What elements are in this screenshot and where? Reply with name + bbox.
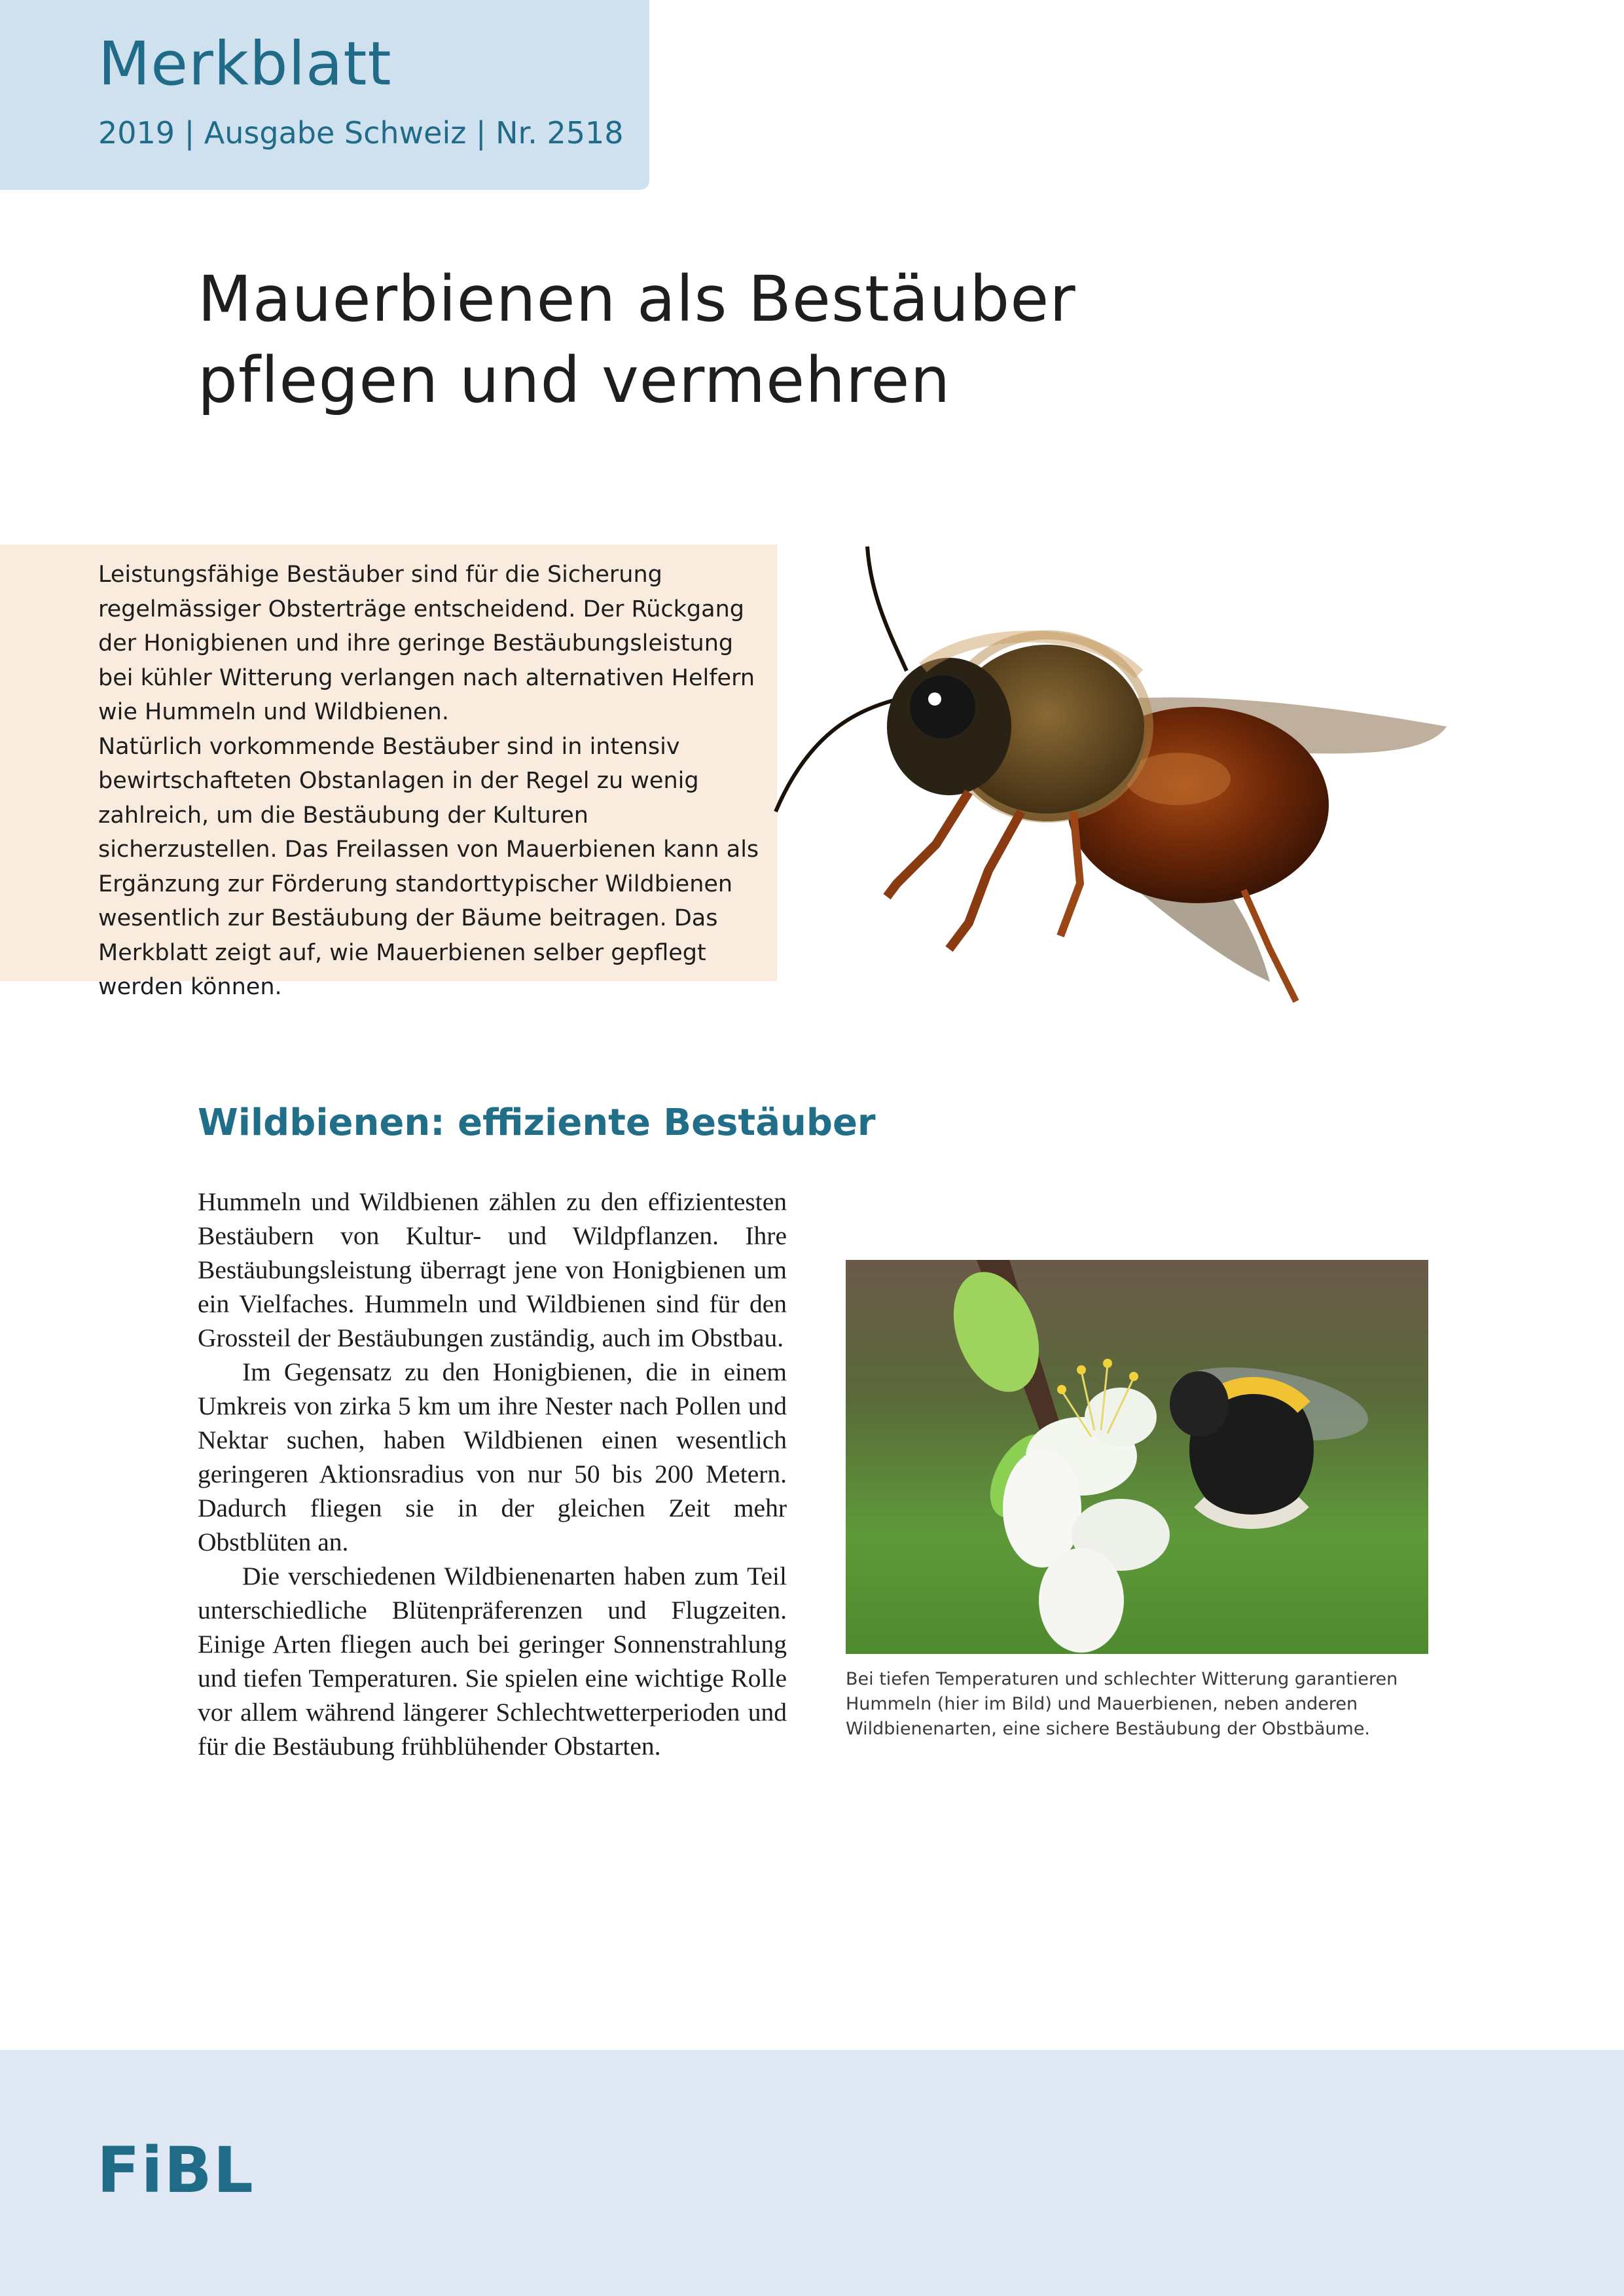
page-title-line-2: pflegen und vermehren — [198, 344, 951, 417]
body-paragraph-2: Im Gegensatz zu den Honigbienen, die in einem Umkreis von zirka 5 km um ihre Nester nach Pollen und Nektar suchen, haben Wildbienen einen wesentlich geringeren Aktionsradius von nur 50 bis 200 Metern. Dadurch fliegen sie in der gleichen Zeit mehr Obstblüten an. — [198, 1357, 787, 1556]
intro-paragraph-2: Natürlich vorkommende Bestäuber sind in intensiv bewirtschafteten Obstanlagen in der Regel zu wenig zahlreich, um die Bestäubung der Kulturen sicherzustellen. Das Freilassen von Mauerbienen kann als Ergänzung zur Förderung standorttypischer Wildbienen wesentlich zur Bestäubung der Bäume beitragen. Das Merkblatt zeigt auf, wie Mauerbienen selber gepflegt werden können. — [98, 733, 759, 1000]
body-paragraph-3: Die verschiedenen Wildbienenarten haben zum Teil unterschiedliche Blütenpräferenzen und Flugzeiten. Einige Arten fliegen auch bei geringer Sonnenstrahlung und tiefen Temperaturen. Sie spielen eine wichtige Rolle vor allem während längerer Schlechtwetterperioden und für die Bestäubung frühblühender Obstarten. — [198, 1562, 787, 1761]
header-title: Merkblatt — [98, 29, 392, 99]
intro-text — [98, 558, 761, 1005]
page-title — [198, 259, 1076, 421]
intro-paragraph-1: Leistungsfähige Bestäuber sind für die Sicherung regelmässiger Obsterträge entscheidend. Der Rückgang der Honigbienen und ihre geringe Bestäubungsleistung bei kühler Witterung verlangen nach alternativen Helfern wie Hummeln und Wildbienen. — [98, 562, 755, 725]
body-paragraph-1: Hummeln und Wildbienen zählen zu den effizientesten Bestäubern von Kultur- und Wildpflanzen. Ihre Bestäubungsleistung überragt jene von Honigbienen um ein Vielfaches. Hummeln und Wildbienen sind für den Grossteil der Bestäubungen zuständig, auch im Obstbau. — [198, 1187, 787, 1352]
page-title-line-1: Mauerbienen als Bestäuber — [198, 262, 1076, 336]
fibl-logo: FiBL — [97, 2134, 255, 2207]
section-heading: Wildbienen: effiziente Bestäuber — [198, 1102, 876, 1144]
body-text — [198, 1185, 787, 1763]
figure-caption: Bei tiefen Temperaturen und schlechter Witterung garantieren Hummeln (hier im Bild) und Mauerbienen, neben anderen Wildbienenarten, eine sichere Bestäubung der Obstbäume. — [846, 1669, 1398, 1739]
bumblebee-photo — [846, 1260, 1428, 1654]
header-subtitle: 2019 | Ausgabe Schweiz | Nr. 2518 — [98, 115, 624, 151]
mason-bee-image — [772, 530, 1453, 1014]
